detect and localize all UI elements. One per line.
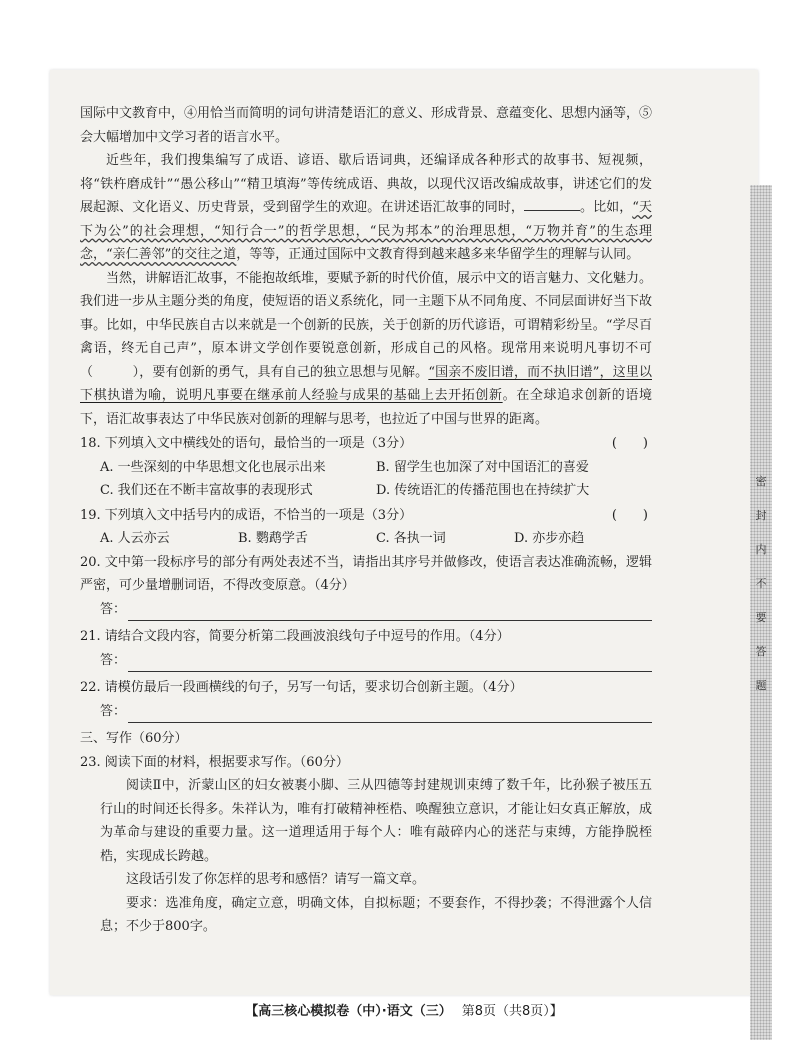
writing-requirement: 要求：选准角度，确定立意，明确文体，自拟标题；不要套作，不得抄袭；不得泄露个人信息；不少于800字。 — [100, 895, 652, 934]
answer-underline[interactable] — [128, 655, 652, 672]
option-d: D. 亦步亦趋 — [514, 531, 585, 546]
answer-label: 答： — [100, 601, 127, 617]
option-c: C. 我们还在不断丰富故事的表现形式 — [100, 483, 313, 498]
footer-page-number: 第8页（共8页）】 — [461, 1004, 563, 1019]
question-18 — [80, 432, 652, 456]
wavy-underlined-sentence: “天下为公”的社会理想，“知行合一”的哲学思想，“民为邦本”的治理思想，“万物并育”的生态理念，“亲仁善邻”的交往之道 — [80, 200, 652, 262]
question-18-stem: 18. 下列填入文中横线处的语句，最恰当的一项是（3分） — [80, 436, 413, 451]
question-19-stem: 19. 下列填入文中括号内的成语，不恰当的一项是（3分） — [80, 507, 413, 523]
question-19-options — [80, 527, 652, 551]
answer-label: 答： — [100, 652, 127, 668]
seal-line-text: 密 封 内 不 要 答 题 — [755, 475, 767, 692]
question-22-stem: 22. 请模仿最后一段画横线的句子，另写一句话，要求切合创新主题。（4分） — [80, 680, 523, 695]
option-a: A. 人云亦云 — [100, 531, 170, 546]
writing-prompt: 这段话引发了你怎样的思考和感悟？请写一篇文章。 — [126, 872, 426, 887]
option-b: B. 留学生也加深了对中国语汇的喜爱 — [376, 459, 589, 475]
option-b: B. 鹦鹉学舌 — [238, 531, 308, 546]
question-18-options — [80, 456, 652, 503]
answer-paren[interactable]: ( ) — [611, 436, 648, 451]
passage-paragraph-2: 近些年，我们搜集编写了成语、谚语、歇后语词典，还编译成各种形式的故事书、短视频，将“铁杵磨成针”“愚公移山”“精卫填海”等传统成语、典故，以现代汉语改编成故事，讲述它们的发展起源、文化语义、历史背景，受到留学生的欢迎。在讲述语汇故事的同时， 。比如，“天下为公”的社会理想，“知行合一”的哲学思想，“民为邦本”的治理思想，“万物并育”的生态理念，“亲仁善邻”的交往之道，等等，正通过国际中文教育得到越来越多来华留学生的理解与认同。 — [80, 153, 652, 262]
option-d: D. 传统语汇的传播范围也在持续扩大 — [376, 483, 590, 498]
option-c: C. 各执一词 — [376, 531, 446, 546]
footer-title: 【高三核心模拟卷（中）·语文（三） — [245, 1004, 452, 1019]
question-23-stem: 23. 阅读下面的材料，根据要求写作。（60分） — [80, 754, 349, 770]
writing-material: 阅读Ⅱ中，沂蒙山区的妇女被裹小脚、三从四德等封建规训束缚了数千年，比孙猴子被压五行山的时间还长得多。朱祥认为，唯有打破精神桎梏、唤醒独立意识，才能让妇女真正解放，成为革命与建设的重要力量。这一道理适用于每个人：唯有敲碎内心的迷茫与束缚，方能挣脱桎梏，实现成长跨越。 — [100, 778, 652, 864]
question-20-stem: 20. 文中第一段标序号的部分有两处表述不当，请指出其序号并做修改，使语言表达准确流畅，逻辑严密，可少量增删词语，不得改变原意。（4分） — [80, 554, 652, 593]
section-3-heading: 三、写作（60分） — [80, 731, 188, 746]
answer-line-20[interactable] — [80, 598, 652, 622]
question-21-stem: 21. 请结合文段内容，简要分析第二段画波浪线句子中逗号的作用。（4分） — [80, 629, 510, 644]
seal-line-strip — [750, 185, 772, 1040]
answer-underline[interactable] — [128, 706, 652, 723]
passage-paragraph-1: 国际中文教育中，④用恰当而简明的词句讲清楚语汇的意义、形成背景、意蕴变化、思想内涵等，⑤会大幅增加中文学习者的语言水平。 — [80, 106, 653, 145]
page-footer — [50, 1000, 758, 1019]
fill-blank-line — [524, 196, 580, 211]
answer-line-22[interactable] — [80, 700, 652, 724]
answer-paren[interactable]: ( ) — [611, 507, 648, 523]
passage-paragraph-3: 当然，讲解语汇故事，不能抱故纸堆，要赋予新的时代价值，展示中文的语言魅力、文化魅力。我们进一步从主题分类的角度，使短语的语义系统化，同一主题下从不同角度、不同层面讲好当下故事。比如，中华民族自古以来就是一个创新的民族，关于创新的历代谚语，可谓精彩纷呈。“学尽百禽语，终无自己声”，原本讲文学创作要锐意创新，形成自己的风格。现常用来说明凡事切不可（ ），要有创新的勇气，具有自己的独立思想与见解。“国亲不废旧谱，而不执旧谱”，这里以下棋执谱为喻，说明凡事要在继承前人经验与成果的基础上去开拓创新。在全球追求创新的语境下，语汇故事表达了中华民族对创新的理解与思考，也拉近了中国与世界的距离。 — [80, 270, 653, 427]
answer-underline[interactable] — [128, 604, 652, 621]
answer-label: 答： — [100, 703, 127, 719]
option-a: A. 一些深刻的中华思想文化也展示出来 — [100, 459, 326, 475]
question-19 — [80, 504, 652, 528]
underlined-sentence: “国亲不废旧谱，而不执旧谱”，这里以下棋执谱为喻，说明凡事要在继承前人经验与成果的基础上去开拓创新 — [80, 364, 652, 403]
answer-line-21[interactable] — [80, 649, 652, 673]
exam-content — [80, 102, 652, 939]
